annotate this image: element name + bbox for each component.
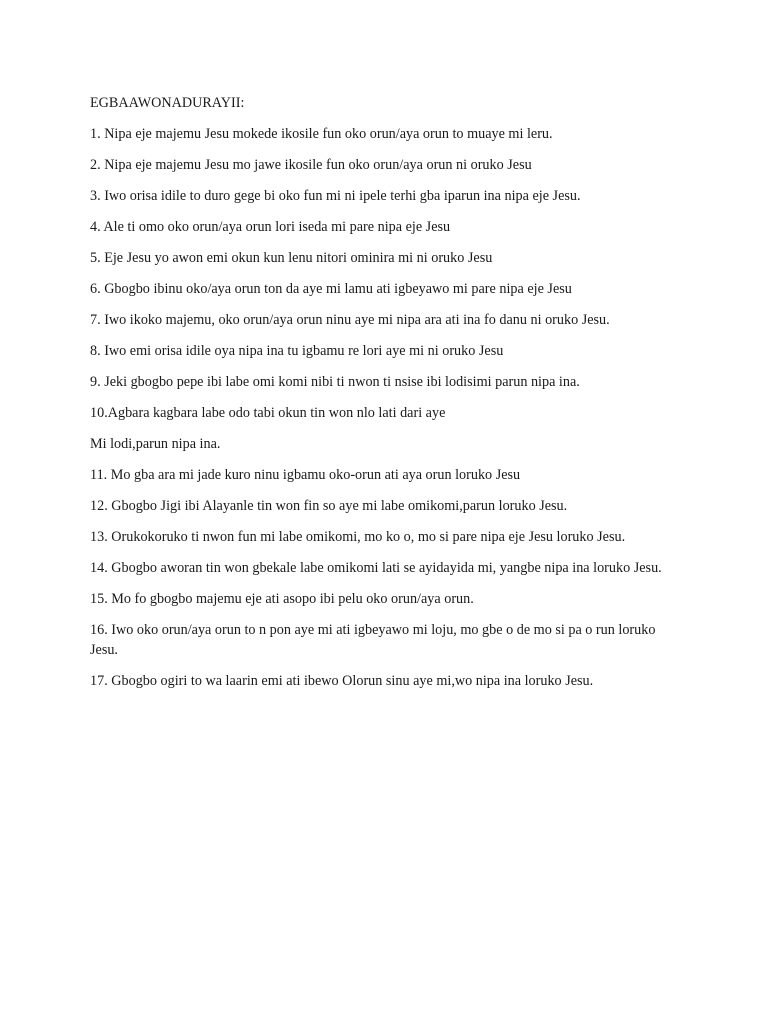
- paragraph-10: 10.Agbara kagbara labe odo tabi okun tin won nlo lati dari aye: [90, 405, 446, 421]
- paragraph-15: 15. Mo fo gbogbo majemu eje ati asopo ibi pelu oko orun/aya orun.: [90, 591, 474, 607]
- paragraph-17: 17. Gbogbo ogiri to wa laarin emi ati ibewo Olorun sinu aye mi,wo nipa ina loruko Jesu.: [90, 673, 594, 689]
- paragraph-9: 9. Jeki gbogbo pepe ibi labe omi komi nibi ti nwon ti nsise ibi lodisimi parun nipa ina.: [90, 374, 580, 390]
- paragraph-5: 5. Eje Jesu yo awon emi okun kun lenu nitori ominira mi ni oruko Jesu: [90, 250, 493, 266]
- paragraph-10-continued: Mi lodi,parun nipa ina.: [90, 436, 221, 452]
- paragraph-14: 14. Gbogbo aworan tin won gbekale labe omikomi lati se ayidayida mi, yangbe nipa ina loruko Jesu.: [90, 560, 662, 576]
- document-heading: EGBAAWONADURAYII:: [90, 95, 245, 111]
- paragraph-3: 3. Iwo orisa idile to duro gege bi oko fun mi ni ipele terhi gba iparun ina nipa eje Jesu.: [90, 188, 581, 204]
- paragraph-2: 2. Nipa eje majemu Jesu mo jawe ikosile fun oko orun/aya orun ni oruko Jesu: [90, 157, 532, 173]
- paragraph-6: 6. Gbogbo ibinu oko/aya orun ton da aye mi lamu ati igbeyawo mi pare nipa eje Jesu: [90, 281, 572, 297]
- paragraph-11: 11. Mo gba ara mi jade kuro ninu igbamu oko-orun ati aya orun loruko Jesu: [90, 467, 521, 483]
- paragraph-4: 4. Ale ti omo oko orun/aya orun lori iseda mi pare nipa eje Jesu: [90, 219, 451, 235]
- paragraph-13: 13. Orukokoruko ti nwon fun mi labe omikomi, mo ko o, mo si pare nipa eje Jesu loruko Jesu.: [90, 529, 626, 545]
- paragraph-1: 1. Nipa eje majemu Jesu mokede ikosile fun oko orun/aya orun to muaye mi leru.: [90, 126, 553, 142]
- paragraph-7: 7. Iwo ikoko majemu, oko orun/aya orun ninu aye mi nipa ara ati ina fo danu ni oruko Jesu.: [90, 312, 610, 328]
- paragraph-12: 12. Gbogbo Jigi ibi Alayanle tin won fin so aye mi labe omikomi,parun loruko Jesu.: [90, 498, 568, 514]
- paragraph-8: 8. Iwo emi orisa idile oya nipa ina tu igbamu re lori aye mi ni oruko Jesu: [90, 343, 504, 359]
- paragraph-16: 16. Iwo oko orun/aya orun to n pon aye mi ati igbeyawo mi loju, mo gbe o de mo si pa o run loruko Jesu.: [90, 622, 656, 658]
- document-page: [90, 93, 680, 702]
